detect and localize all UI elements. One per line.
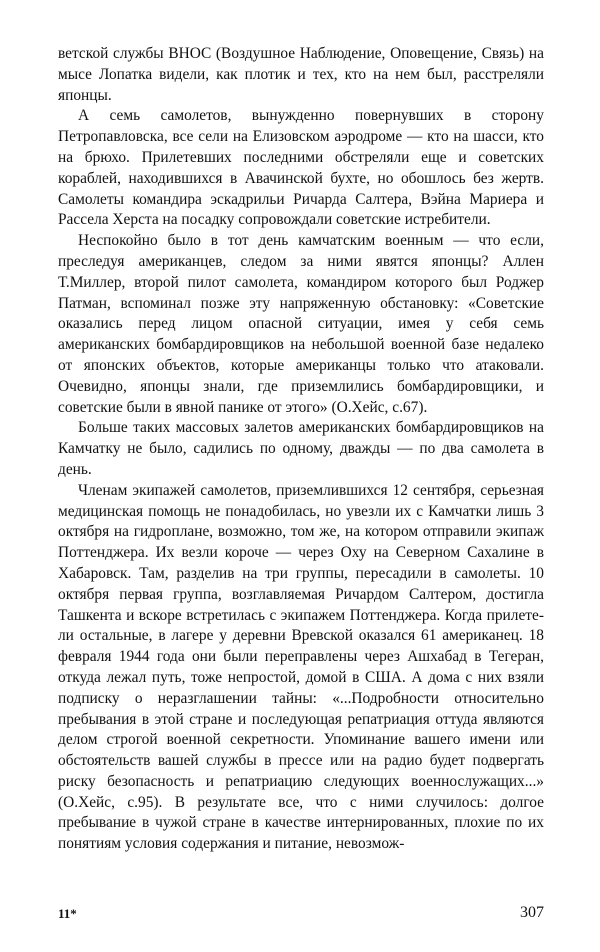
signature-mark: 11* xyxy=(58,906,77,921)
text-column xyxy=(58,44,544,934)
paragraph-military-alarm: Неспокойно было в тот день камчатским военным — что если, преследуя американцев, следом за ними явятся японцы? Аллен Т.Миллер, второй пилот самолета, командиром которого был Роджер Патман, вспоминал позже эту напряженную обстановку: «Советские оказались перед лицом опасной ситуации, имея у себя семь американских бомбардировщиков на небольшой военной базе недалеко от японских объектов, которые американцы только что атаковали. Очевидно, японцы знали, где приземлились бомбардировщики, и советские были в явной панике от этого» (О.Хейс, с.67). xyxy=(58,232,544,416)
page-number: 307 xyxy=(520,904,544,921)
paragraph-aircraft-landing: А семь самолетов, вынужденно повернувших в сторону Петропавловска, все сели на Елизовском аэродроме — кто на шасси, кто на брюхо. Прилетевших последними обстреляли еще и советских кораблей, находившихся в Авачинской бухте, но обошлось без жертв. Самолеты командира эскадрильи Ричарда Салтера, Вэйна Мариера и Рассела Херста на посадку сопровождали советские истребители. xyxy=(58,107,544,229)
paragraph-crew-evacuation: Членам экипажей самолетов, приземлившихся 12 сентября, серьезная медицинская помощь не понадобилась, но увезли их с Камчатки лишь 3 октября на гидроплане, возможно, том же, на котором отправили экипаж Поттенджера. Их везли короче — через Оху на Северном Сахалине в Хабаровск. Там, разделив на три группы, пересадили в самолеты. 10 октября первая группа, возглавляемая Ричардом Салтером, достигла Ташкента и вскоре встретилась с экипажем Поттенджера. Когда прилетели остальные, в лагере у деревни Вревской оказался 61 американец. 18 февраля 1944 года они были переправлены через Ашхабад в Тегеран, откуда лежал путь, тоже непростой, домой в США. А дома с них взяли подписку о неразглашении тайны: «...Подробности относительно пребывания в этой стране и последующая репатриация оттуда являются делом строгой военной секретности. Упоминание вашего имени или обстоятельств вашей службы в прессе или на радио будет подвергать риску безопасность и репатриацию следующих военнослужащих...» (О.Хейс, с.95). В результате все, что с ними случилось: долгое пребывание в чужой стране в качестве интернированных, плохие по их понятиям условия содержания и питание, невозмож- xyxy=(58,481,544,853)
paragraph-later-landings: Больше таких массовых залетов американских бомбардировщиков на Камчатку не было, садились по одному, дважды — по два самолета в день. xyxy=(58,419,544,478)
paragraph-continuation: ветской службы ВНОС (Воздушное Наблюдение, Оповещение, Связь) на мысе Лопатка видели, как плотик и тех, кто на нем был, расстреляли японцы. xyxy=(58,45,544,104)
page-footer xyxy=(58,906,544,926)
